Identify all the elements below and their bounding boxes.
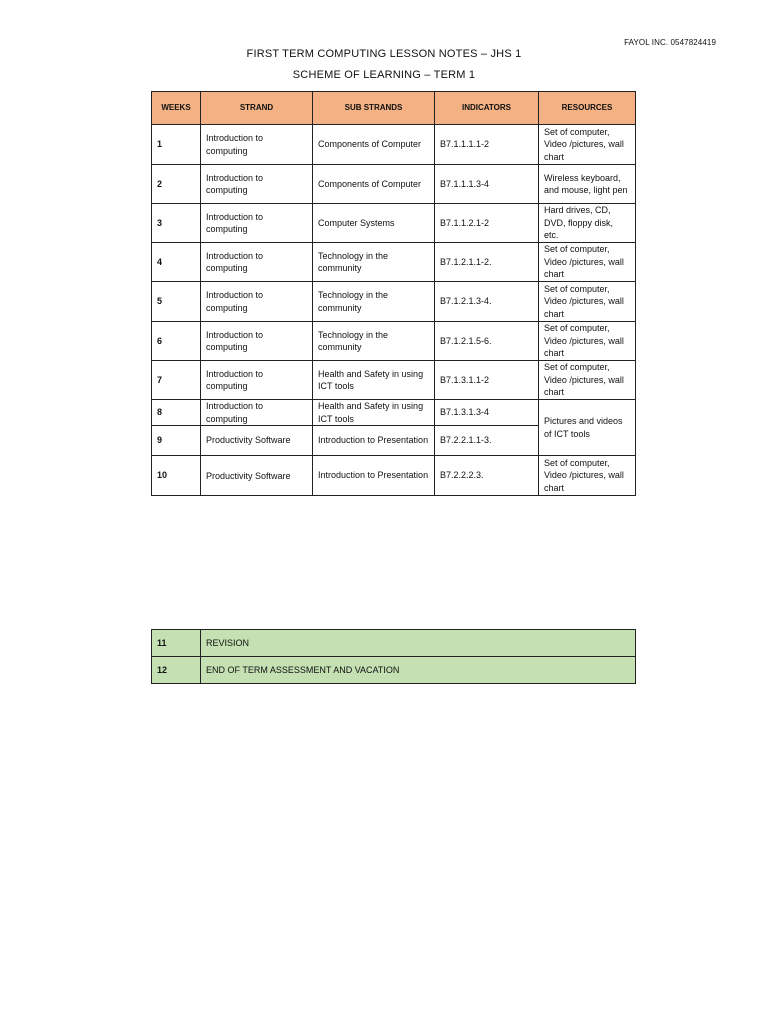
indicator-cell: B7.1.3.1.3-4 [435, 400, 539, 426]
week-cell: 10 [152, 456, 201, 496]
week-cell: 8 [152, 400, 201, 426]
sub-strand-cell: Technology in the community [313, 243, 435, 282]
resources-cell: Pictures and videos of ICT tools [539, 400, 636, 456]
indicator-cell: B7.1.3.1.1-2 [435, 361, 539, 400]
sub-strand-cell: Health and Safety in using ICT tools [313, 361, 435, 400]
sub-strand-cell: Components of Computer [313, 125, 435, 165]
table-row [152, 282, 636, 322]
sub-strand-cell: Technology in the community [313, 282, 435, 322]
indicator-cell: B7.2.2.2.3. [435, 456, 539, 496]
table-row [152, 322, 636, 361]
resources-cell: Wireless keyboard, and mouse, light pen [539, 165, 636, 204]
sub-strand-cell: Computer Systems [313, 204, 435, 243]
week-cell: 3 [152, 204, 201, 243]
table-row [152, 204, 636, 243]
activity-cell: REVISION [201, 630, 636, 657]
document-subtitle: SCHEME OF LEARNING – TERM 1 [292, 69, 476, 81]
indicator-cell: B7.1.1.2.1-2 [435, 204, 539, 243]
strand-cell: Introduction to computing [201, 282, 313, 322]
indicator-cell: B7.1.1.1.3-4 [435, 165, 539, 204]
table-row [152, 630, 636, 657]
resources-cell: Hard drives, CD, DVD, floppy disk, etc. [539, 204, 636, 243]
table-row [152, 657, 636, 684]
week-cell: 5 [152, 282, 201, 322]
week-cell: 12 [152, 657, 201, 684]
indicator-cell: B7.1.1.1.1-2 [435, 125, 539, 165]
scheme-of-learning-table [151, 91, 636, 496]
sub-strand-cell: Health and Safety in using ICT tools [313, 400, 435, 426]
table-row [152, 125, 636, 165]
column-header-resources: RESOURCES [539, 92, 636, 125]
column-header-strand: STRAND [201, 92, 313, 125]
table-row [152, 456, 636, 496]
sub-strand-cell: Introduction to Presentation [313, 426, 435, 456]
column-header-weeks: WEEKS [152, 92, 201, 125]
column-header-sub-strands: SUB STRANDS [313, 92, 435, 125]
indicator-cell: B7.1.2.1.5-6. [435, 322, 539, 361]
company-contact: FAYOL INC. 0547824419 [624, 38, 716, 47]
week-cell: 9 [152, 426, 201, 456]
sub-strand-cell: Technology in the community [313, 322, 435, 361]
week-cell: 4 [152, 243, 201, 282]
sub-strand-cell: Introduction to Presentation [313, 456, 435, 496]
strand-cell: Introduction to computing [201, 204, 313, 243]
table-row [152, 361, 636, 400]
strand-cell: Introduction to computing [201, 125, 313, 165]
resources-cell: Set of computer, Video /pictures, wall chart [539, 322, 636, 361]
strand-cell: Introduction to computing [201, 400, 313, 426]
resources-cell: Set of computer, Video /pictures, wall chart [539, 456, 636, 496]
strand-cell: Productivity Software [201, 456, 313, 496]
strand-cell: Productivity Software [201, 426, 313, 456]
strand-cell: Introduction to computing [201, 243, 313, 282]
strand-cell: Introduction to computing [201, 361, 313, 400]
week-cell: 11 [152, 630, 201, 657]
week-cell: 6 [152, 322, 201, 361]
resources-cell: Set of computer, Video /pictures, wall chart [539, 125, 636, 165]
term-end-table [151, 629, 636, 684]
strand-cell: Introduction to computing [201, 165, 313, 204]
column-header-indicators: INDICATORS [435, 92, 539, 125]
resources-cell: Set of computer, Video /pictures, wall chart [539, 282, 636, 322]
indicator-cell: B7.2.2.1.1-3. [435, 426, 539, 456]
week-cell: 7 [152, 361, 201, 400]
sub-strand-cell: Components of Computer [313, 165, 435, 204]
resources-cell: Set of computer, Video /pictures, wall chart [539, 243, 636, 282]
document-title: FIRST TERM COMPUTING LESSON NOTES – JHS 1 [246, 48, 522, 60]
activity-cell: END OF TERM ASSESSMENT AND VACATION [201, 657, 636, 684]
strand-cell: Introduction to computing [201, 322, 313, 361]
week-cell: 2 [152, 165, 201, 204]
table-header-row [152, 92, 636, 125]
table-row [152, 243, 636, 282]
table-row [152, 400, 636, 426]
resources-cell: Set of computer, Video /pictures, wall chart [539, 361, 636, 400]
table-row [152, 165, 636, 204]
indicator-cell: B7.1.2.1.1-2. [435, 243, 539, 282]
week-cell: 1 [152, 125, 201, 165]
indicator-cell: B7.1.2.1.3-4. [435, 282, 539, 322]
